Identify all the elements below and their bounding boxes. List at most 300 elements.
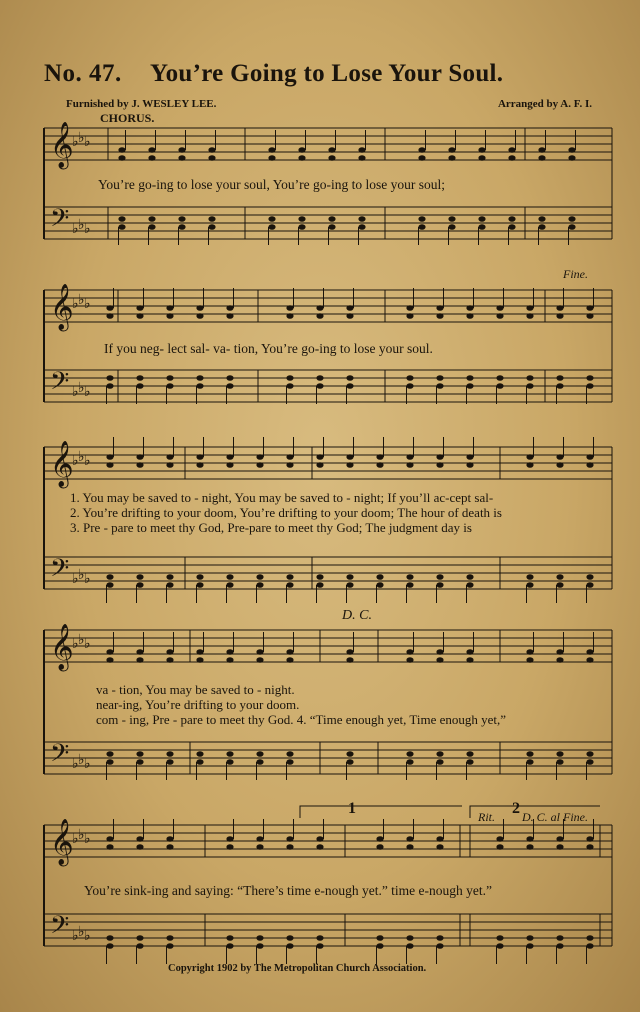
note-head <box>556 759 563 765</box>
note-head <box>286 751 293 757</box>
note-head <box>526 305 533 311</box>
note-head <box>376 836 383 842</box>
furnished-by: Furnished by J. WESLEY LEE. <box>66 98 217 110</box>
note-head <box>226 582 233 588</box>
note-head <box>196 751 203 757</box>
note-head <box>136 313 143 319</box>
note-head <box>586 943 593 949</box>
note-head <box>136 383 143 389</box>
lyric-verse-3-system-4: com - ing, Pre - pare to meet thy God. 4. “Time enough yet, Time enough yet,” <box>96 712 507 727</box>
note-head <box>586 454 593 460</box>
flat-icon: ♭ <box>72 384 79 400</box>
note-head <box>556 462 563 468</box>
note-head <box>106 454 113 460</box>
note-head <box>496 383 503 389</box>
note-head <box>586 657 593 663</box>
note-head <box>466 759 473 765</box>
note-head <box>106 375 113 381</box>
first-ending-bracket <box>300 806 462 818</box>
note-head <box>196 305 203 311</box>
note-head <box>406 574 413 580</box>
note-head <box>358 155 365 161</box>
note-head <box>556 935 563 941</box>
note-head <box>316 383 323 389</box>
note-head <box>256 844 263 850</box>
note-head <box>478 155 485 161</box>
note-head <box>556 649 563 655</box>
note-head <box>436 943 443 949</box>
note-head <box>436 383 443 389</box>
flat-icon: ♭ <box>78 924 85 940</box>
note-head <box>436 313 443 319</box>
note-head <box>556 943 563 949</box>
note-head <box>466 649 473 655</box>
note-head <box>436 462 443 468</box>
note-head <box>106 582 113 588</box>
note-head <box>136 836 143 842</box>
note-head <box>346 454 353 460</box>
note-head <box>106 751 113 757</box>
note-head <box>286 383 293 389</box>
note-head <box>376 574 383 580</box>
copyright-notice: Copyright 1902 by The Metropolitan Church Association. <box>168 963 427 974</box>
note-head <box>496 375 503 381</box>
note-head <box>586 313 593 319</box>
flat-icon: ♭ <box>84 221 91 237</box>
note-head <box>526 582 533 588</box>
second-ending-number: 2 <box>512 800 520 817</box>
note-head <box>118 216 125 222</box>
note-head <box>166 313 173 319</box>
note-head <box>208 147 215 153</box>
note-head <box>256 454 263 460</box>
note-head <box>298 224 305 230</box>
note-head <box>406 844 413 850</box>
note-head <box>196 657 203 663</box>
note-head <box>586 375 593 381</box>
note-head <box>406 943 413 949</box>
note-head <box>406 836 413 842</box>
note-head <box>526 462 533 468</box>
note-head <box>316 375 323 381</box>
note-head <box>436 582 443 588</box>
note-head <box>496 943 503 949</box>
note-head <box>166 462 173 468</box>
note-head <box>196 649 203 655</box>
note-head <box>436 759 443 765</box>
note-head <box>586 574 593 580</box>
note-head <box>286 935 293 941</box>
bass-clef-icon: 𝄢 <box>50 911 70 946</box>
flat-icon: ♭ <box>78 567 85 583</box>
note-head <box>526 383 533 389</box>
note-head <box>436 574 443 580</box>
note-head <box>298 147 305 153</box>
note-head <box>406 383 413 389</box>
note-head <box>448 216 455 222</box>
note-head <box>196 462 203 468</box>
fine-marking: Fine. <box>563 267 588 281</box>
note-head <box>178 224 185 230</box>
note-head <box>148 224 155 230</box>
note-head <box>208 155 215 161</box>
hymn-number: No. 47. <box>44 60 122 87</box>
flat-icon: ♭ <box>84 571 91 587</box>
note-head <box>496 844 503 850</box>
note-head <box>586 759 593 765</box>
note-head <box>418 155 425 161</box>
note-head <box>268 147 275 153</box>
chorus-marking: CHORUS. <box>100 111 155 125</box>
treble-clef-icon: 𝄞 <box>50 284 74 330</box>
note-head <box>166 305 173 311</box>
note-head <box>328 216 335 222</box>
note-head <box>106 836 113 842</box>
note-head <box>556 313 563 319</box>
note-head <box>436 751 443 757</box>
note-head <box>286 582 293 588</box>
note-head <box>166 383 173 389</box>
note-head <box>478 224 485 230</box>
note-head <box>256 649 263 655</box>
note-head <box>298 216 305 222</box>
flat-icon: ♭ <box>78 632 85 648</box>
note-head <box>478 147 485 153</box>
note-head <box>406 657 413 663</box>
note-head <box>346 305 353 311</box>
note-head <box>376 454 383 460</box>
note-head <box>406 935 413 941</box>
note-head <box>226 454 233 460</box>
note-head <box>166 759 173 765</box>
bass-clef-icon: 𝄢 <box>50 739 70 774</box>
note-head <box>106 943 113 949</box>
note-head <box>226 383 233 389</box>
note-head <box>286 943 293 949</box>
note-head <box>226 375 233 381</box>
note-head <box>346 313 353 319</box>
note-head <box>406 462 413 468</box>
flat-icon: ♭ <box>78 292 85 308</box>
note-head <box>346 582 353 588</box>
note-head <box>496 305 503 311</box>
note-head <box>346 462 353 468</box>
note-head <box>586 649 593 655</box>
note-head <box>136 943 143 949</box>
note-head <box>346 574 353 580</box>
note-head <box>406 454 413 460</box>
note-head <box>316 454 323 460</box>
note-head <box>256 582 263 588</box>
note-head <box>556 574 563 580</box>
note-head <box>136 305 143 311</box>
note-head <box>286 759 293 765</box>
note-head <box>526 759 533 765</box>
note-head <box>268 155 275 161</box>
note-head <box>136 759 143 765</box>
note-head <box>418 147 425 153</box>
note-head <box>586 836 593 842</box>
lyric-line-system-2: If you neg- lect sal- va- tion, You’re go-ing to lose your soul. <box>104 341 433 356</box>
note-head <box>106 759 113 765</box>
note-head <box>526 751 533 757</box>
note-head <box>556 844 563 850</box>
flat-icon: ♭ <box>72 571 79 587</box>
lyric-verse-2-system-3: 2. You’re drifting to your doom, You’re drifting to your doom; The hour of death is <box>70 505 502 520</box>
note-head <box>556 657 563 663</box>
note-head <box>196 582 203 588</box>
note-head <box>496 935 503 941</box>
lyric-line-system-5: You’re sink-ing and saying: “There’s time e-nough yet.” time e-nough yet.” <box>84 883 493 898</box>
note-head <box>256 657 263 663</box>
note-head <box>346 657 353 663</box>
dc-marking: D. C. <box>342 608 372 623</box>
note-head <box>346 375 353 381</box>
note-head <box>196 375 203 381</box>
bass-clef-icon: 𝄢 <box>50 204 70 239</box>
note-head <box>316 462 323 468</box>
note-head <box>256 836 263 842</box>
note-head <box>436 454 443 460</box>
note-head <box>556 305 563 311</box>
note-head <box>556 582 563 588</box>
note-head <box>316 313 323 319</box>
note-head <box>226 313 233 319</box>
note-head <box>298 155 305 161</box>
flat-icon: ♭ <box>78 449 85 465</box>
note-head <box>316 844 323 850</box>
note-head <box>586 305 593 311</box>
note-head <box>286 375 293 381</box>
note-head <box>226 844 233 850</box>
arranged-by: Arranged by A. F. I. <box>497 98 592 110</box>
note-head <box>196 313 203 319</box>
note-head <box>526 844 533 850</box>
treble-clef-icon: 𝄞 <box>50 122 74 168</box>
note-head <box>148 155 155 161</box>
flat-icon: ♭ <box>84 134 91 150</box>
note-head <box>166 375 173 381</box>
note-head <box>196 454 203 460</box>
note-head <box>136 454 143 460</box>
note-head <box>106 657 113 663</box>
note-head <box>376 462 383 468</box>
note-head <box>466 454 473 460</box>
note-head <box>436 305 443 311</box>
note-head <box>226 649 233 655</box>
note-head <box>526 574 533 580</box>
note-head <box>166 454 173 460</box>
note-head <box>376 844 383 850</box>
note-head <box>346 383 353 389</box>
hymn-title: You’re Going to Lose Your Soul. <box>150 60 504 87</box>
flat-icon: ♭ <box>72 756 79 772</box>
note-head <box>466 657 473 663</box>
first-ending-number: 1 <box>348 800 356 817</box>
flat-icon: ♭ <box>72 928 79 944</box>
note-head <box>166 935 173 941</box>
flat-icon: ♭ <box>78 752 85 768</box>
note-head <box>166 657 173 663</box>
note-head <box>376 943 383 949</box>
note-head <box>166 582 173 588</box>
note-head <box>208 224 215 230</box>
note-head <box>448 155 455 161</box>
note-head <box>196 574 203 580</box>
note-head <box>538 155 545 161</box>
note-head <box>508 216 515 222</box>
note-head <box>286 836 293 842</box>
note-head <box>376 582 383 588</box>
note-head <box>466 375 473 381</box>
flat-icon: ♭ <box>78 827 85 843</box>
note-head <box>526 935 533 941</box>
note-head <box>478 216 485 222</box>
note-head <box>328 224 335 230</box>
flat-icon: ♭ <box>72 221 79 237</box>
note-head <box>496 836 503 842</box>
flat-icon: ♭ <box>78 130 85 146</box>
note-head <box>556 383 563 389</box>
flat-icon: ♭ <box>84 928 91 944</box>
note-head <box>316 305 323 311</box>
note-head <box>406 582 413 588</box>
note-head <box>406 751 413 757</box>
note-head <box>586 751 593 757</box>
note-head <box>256 574 263 580</box>
note-head <box>526 313 533 319</box>
note-head <box>286 574 293 580</box>
note-head <box>286 844 293 850</box>
note-head <box>406 649 413 655</box>
note-head <box>406 313 413 319</box>
note-head <box>358 224 365 230</box>
note-head <box>106 383 113 389</box>
note-head <box>346 759 353 765</box>
note-head <box>538 147 545 153</box>
note-head <box>106 649 113 655</box>
note-head <box>106 574 113 580</box>
flat-icon: ♭ <box>84 296 91 312</box>
note-head <box>406 305 413 311</box>
note-head <box>118 224 125 230</box>
note-head <box>328 147 335 153</box>
note-head <box>136 751 143 757</box>
note-head <box>166 649 173 655</box>
note-head <box>118 155 125 161</box>
note-head <box>286 454 293 460</box>
note-head <box>526 657 533 663</box>
flat-icon: ♭ <box>78 380 85 396</box>
flat-icon: ♭ <box>72 831 79 847</box>
note-head <box>136 649 143 655</box>
note-head <box>136 657 143 663</box>
note-head <box>436 657 443 663</box>
dc-al-fine-marking: D. C. al Fine. <box>522 810 588 824</box>
note-head <box>136 582 143 588</box>
note-head <box>316 582 323 588</box>
note-head <box>316 935 323 941</box>
note-head <box>508 224 515 230</box>
note-head <box>136 574 143 580</box>
note-head <box>568 147 575 153</box>
note-head <box>556 375 563 381</box>
note-head <box>166 844 173 850</box>
note-head <box>346 649 353 655</box>
note-head <box>316 943 323 949</box>
note-head <box>436 375 443 381</box>
note-head <box>226 759 233 765</box>
note-head <box>268 216 275 222</box>
note-head <box>466 751 473 757</box>
note-head <box>208 216 215 222</box>
note-head <box>466 305 473 311</box>
note-head <box>226 935 233 941</box>
note-head <box>226 657 233 663</box>
note-head <box>328 155 335 161</box>
note-head <box>586 462 593 468</box>
flat-icon: ♭ <box>72 453 79 469</box>
note-head <box>526 649 533 655</box>
note-head <box>256 943 263 949</box>
note-head <box>418 224 425 230</box>
note-head <box>226 574 233 580</box>
note-head <box>256 935 263 941</box>
note-head <box>358 147 365 153</box>
note-head <box>538 216 545 222</box>
note-head <box>466 574 473 580</box>
note-head <box>346 751 353 757</box>
note-head <box>556 751 563 757</box>
note-head <box>226 943 233 949</box>
note-head <box>256 759 263 765</box>
note-head <box>226 462 233 468</box>
note-head <box>268 224 275 230</box>
note-head <box>508 155 515 161</box>
note-head <box>358 216 365 222</box>
note-head <box>586 582 593 588</box>
note-head <box>436 844 443 850</box>
note-head <box>436 649 443 655</box>
treble-clef-icon: 𝄞 <box>50 819 74 865</box>
note-head <box>526 454 533 460</box>
bass-clef-icon: 𝄢 <box>50 554 70 589</box>
note-head <box>286 305 293 311</box>
note-head <box>286 313 293 319</box>
note-head <box>586 844 593 850</box>
note-head <box>376 935 383 941</box>
note-head <box>508 147 515 153</box>
lyric-verse-1-system-4: va - tion, You may be saved to - night. <box>96 682 295 697</box>
flat-icon: ♭ <box>84 453 91 469</box>
note-head <box>526 375 533 381</box>
note-head <box>286 649 293 655</box>
lyric-verse-2-system-4: near-ing, You’re drifting to your doom. <box>96 697 300 712</box>
flat-icon: ♭ <box>84 636 91 652</box>
note-head <box>466 313 473 319</box>
bass-clef-icon: 𝄢 <box>50 367 70 402</box>
note-head <box>448 224 455 230</box>
note-head <box>466 383 473 389</box>
flat-icon: ♭ <box>84 831 91 847</box>
note-head <box>148 147 155 153</box>
lyric-line-system-1: You’re go-ing to lose your soul, You’re go-ing to lose your soul; <box>98 177 445 192</box>
note-head <box>418 216 425 222</box>
note-head <box>436 836 443 842</box>
note-head <box>166 751 173 757</box>
note-head <box>568 155 575 161</box>
flat-icon: ♭ <box>72 296 79 312</box>
